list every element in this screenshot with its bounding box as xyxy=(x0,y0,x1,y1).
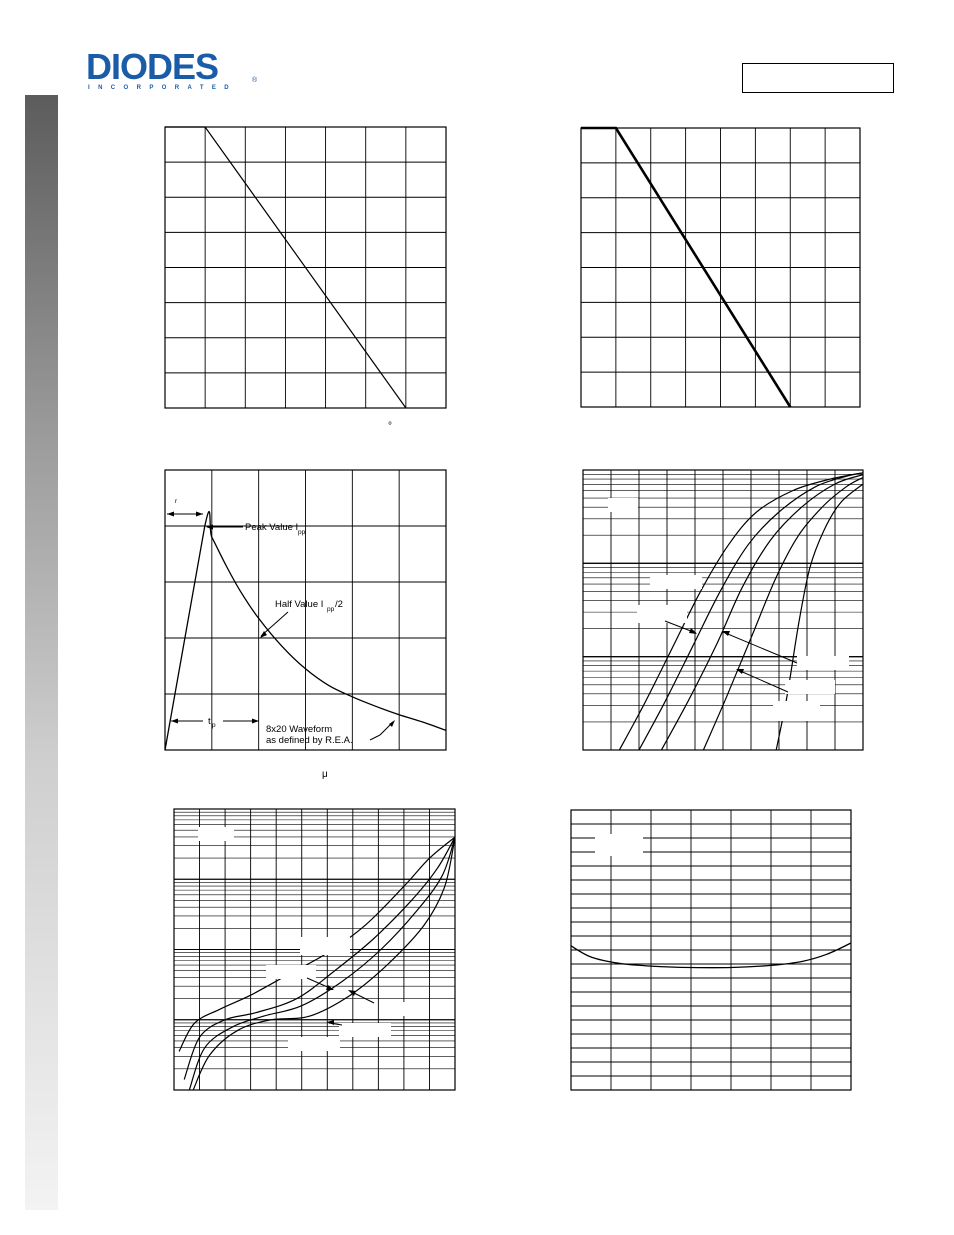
callout-box xyxy=(785,680,835,694)
chart-flat-curve xyxy=(571,810,851,1090)
waveform-arrow xyxy=(389,720,395,727)
callout-arrow xyxy=(327,1020,334,1025)
series-line-4 xyxy=(193,837,455,1090)
callout-leader xyxy=(723,632,797,663)
chart-derating-2 xyxy=(581,128,860,407)
waveform-leader-a xyxy=(370,735,380,740)
rise-time-subscript: r xyxy=(175,498,178,505)
decay-arrow-left xyxy=(171,719,178,724)
callout-box xyxy=(379,1002,407,1016)
logo-subtitle: INCORPORATED xyxy=(88,85,238,91)
series-line-3 xyxy=(189,837,455,1090)
side-gradient-bar xyxy=(25,95,58,1210)
callout-leader xyxy=(738,670,788,692)
chart-log-curves-1 xyxy=(583,470,863,750)
callout-arrow xyxy=(689,628,697,634)
chart-derating-1 xyxy=(165,127,446,408)
grid xyxy=(581,128,860,407)
peak-value-subscript: pp xyxy=(298,529,306,536)
decay-arrow-right xyxy=(252,719,259,724)
chart-pulse-waveform xyxy=(165,470,446,750)
peak-value-label: Peak Value I xyxy=(245,522,299,533)
peak-arrow xyxy=(206,525,213,530)
logo-registered-mark: ® xyxy=(252,77,258,84)
waveform-note-line2: as defined by R.E.A. xyxy=(266,735,353,746)
callout-box xyxy=(773,701,820,721)
chart-log-curves-2 xyxy=(174,809,455,1090)
half-value-suffix: /2 xyxy=(335,599,343,610)
callout-box xyxy=(198,827,234,841)
waveform-note-line1: 8x20 Waveform xyxy=(266,724,333,735)
part-number-box xyxy=(742,63,894,93)
half-value-subscript: pp xyxy=(327,606,335,613)
callout-box xyxy=(608,498,638,512)
degree-symbol: ° xyxy=(388,421,392,432)
callout-box xyxy=(650,575,702,589)
chart6-callouts xyxy=(595,834,643,856)
diodes-logo xyxy=(86,46,258,96)
pulse-annotations xyxy=(165,470,395,746)
callout-box xyxy=(637,605,687,623)
grid xyxy=(165,470,446,750)
callout-box xyxy=(797,656,849,670)
logo-wordmark: DIODES xyxy=(86,46,219,87)
micro-symbol: μ xyxy=(322,769,328,780)
decay-time-subscript: p xyxy=(212,722,216,729)
callout-box xyxy=(339,1023,391,1037)
callout-box xyxy=(266,965,316,979)
callout-box xyxy=(300,937,350,955)
half-value-label: Half Value I xyxy=(275,599,324,610)
chart4-callouts xyxy=(608,498,849,721)
callout-arrow xyxy=(348,990,356,996)
rise-arrow-left xyxy=(167,512,174,517)
rise-arrow-right xyxy=(196,512,203,517)
callout-box xyxy=(595,834,643,856)
decay-time-label: t xyxy=(208,716,211,727)
callout-box xyxy=(288,1037,340,1051)
